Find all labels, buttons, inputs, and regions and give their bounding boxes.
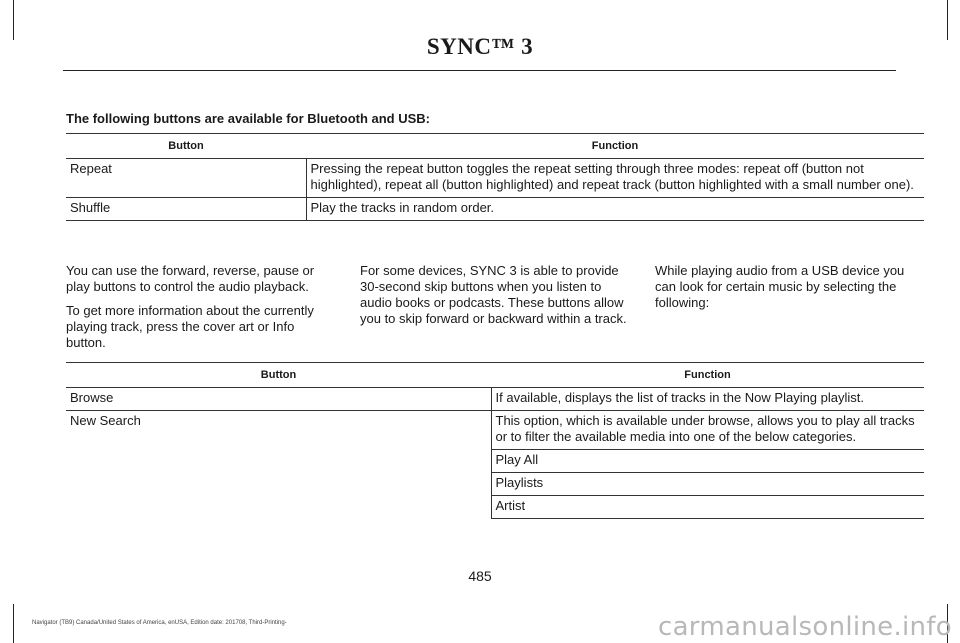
watermark-text: carmanualsonline.info — [657, 612, 952, 642]
table-row — [66, 473, 924, 496]
column-header-function: Function — [491, 363, 924, 388]
table-row — [66, 496, 924, 519]
button-cell: Repeat — [66, 159, 306, 198]
text-column-1 — [66, 263, 336, 359]
column-header-button: Button — [66, 363, 491, 388]
button-cell — [66, 450, 491, 473]
function-cell: Play the tracks in random order. — [306, 198, 924, 221]
column-header-function: Function — [306, 134, 924, 159]
crop-mark-bottom-left — [0, 604, 14, 643]
bluetooth-usb-buttons-table — [66, 133, 924, 221]
paragraph: To get more information about the currently playing track, press the cover art or Info button. — [66, 303, 314, 350]
button-cell: Browse — [66, 388, 491, 411]
table-row — [66, 198, 924, 221]
button-cell — [66, 496, 491, 519]
paragraph: While playing audio from a USB device you can look for certain music by selecting the following: — [655, 263, 905, 310]
paragraph: For some devices, SYNC 3 is able to provide 30-second skip buttons when you listen to audio books or podcasts. These buttons allow you to skip forward or backward within a track. — [360, 263, 627, 326]
function-cell: Artist — [491, 496, 924, 519]
table-header-row — [66, 134, 924, 159]
function-cell: Playlists — [491, 473, 924, 496]
button-cell: New Search — [70, 413, 141, 428]
page-header-title: SYNC™ 3 — [426, 34, 534, 59]
function-cell: If available, displays the list of tracks in the Now Playing playlist. — [491, 388, 924, 411]
button-cell: Shuffle — [66, 198, 306, 221]
table-header-row — [66, 363, 924, 388]
edition-footer: Navigator (TB9) Canada/United States of America, enUSA, Edition date: 201708, Third-Printing- — [32, 620, 287, 626]
page-number: 485 — [468, 568, 492, 584]
text-column-2 — [360, 263, 630, 335]
function-cell: This option, which is available under browse, allows you to play all tracks or to filter the available media into one of the below categories. — [491, 411, 924, 450]
function-cell: Pressing the repeat button toggles the repeat setting through three modes: repeat off (button not highlighted), repeat all (button highlighted) and repeat track (button highlighted with a small number one). — [306, 159, 924, 198]
intro-text: The following buttons are available for Bluetooth and USB: — [66, 111, 431, 126]
header-divider — [63, 70, 896, 71]
table-row — [66, 450, 924, 473]
table-row — [66, 411, 924, 450]
function-cell: Play All — [491, 450, 924, 473]
column-header-button: Button — [66, 134, 306, 159]
paragraph: You can use the forward, reverse, pause or play buttons to control the audio playback. — [66, 263, 315, 294]
button-cell — [66, 473, 491, 496]
table-row — [66, 159, 924, 198]
usb-search-buttons-table — [66, 362, 924, 519]
text-column-3 — [655, 263, 925, 319]
table-row — [66, 388, 924, 411]
